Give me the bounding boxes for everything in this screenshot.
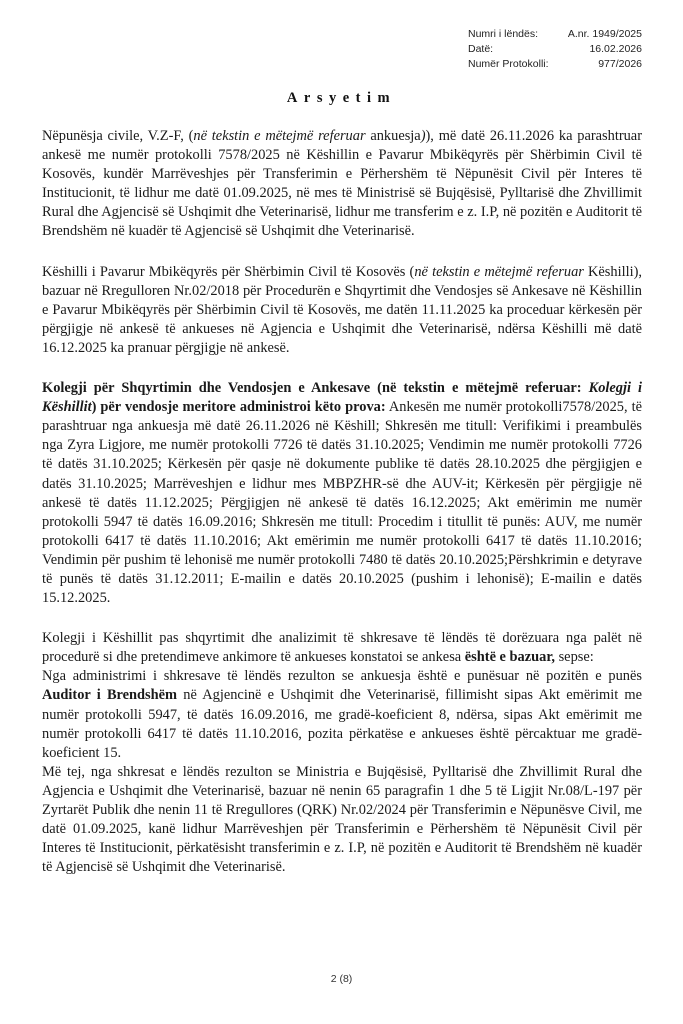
document-header-meta bbox=[468, 27, 642, 72]
case-number-row bbox=[468, 27, 642, 42]
document-title: Arsyetim bbox=[286, 90, 397, 106]
bold-italic-segment: Kolegji i Këshillit bbox=[42, 380, 643, 416]
text-segment: Kolegji i Këshillit pas shqyrtimit dhe analizimit të shkresave të lëndës të dorëzuara nga palët në procedurë si dhe pretendimeve ankimore të ankueses konstatoi se ankesa bbox=[42, 630, 642, 666]
bold-segment: Auditor i Brendshëm bbox=[42, 687, 178, 704]
protocol-value: 977/2026 bbox=[598, 58, 642, 70]
bold-segment: Kolegji për Shqyrtimin dhe Vendosjen e Ankesave (në tekstin e mëtejmë referuar: bbox=[42, 380, 589, 397]
protocol-label: Numër Protokolli: bbox=[468, 58, 549, 70]
spacer bbox=[42, 358, 642, 379]
spacer bbox=[42, 242, 642, 263]
bold-segment: është e bazuar, bbox=[464, 649, 555, 666]
text-segment: në Agjencinë e Ushqimit dhe Veterinarisë, fillimisht sipas Akt emërimit me numër protokolli 5947, të datës 16.09.2016, me gradë-koeficient 8, ndërsa, sipas Akt emërimit me numër protokolli 6417 të datës 11.10.2016, pozita përkatëse e ankueses është përcaktuar me gradë-koeficient 15. bbox=[42, 687, 642, 761]
paragraph-finding bbox=[42, 629, 642, 667]
text-segment: Ankesën me numër protokolli7578/2025, të parashtruar nga ankuesja më datë 26.11.2026 në Këshill; Shkresën me titull: Verifikimi i preambulës nga Zyra Ligjore, me numër protokolli 7726 të datës 31.10.2025; Vendimin me numër protokolli 7726 të datës 31.10.2025; Kërkesën për qasje në dokumente publike të datës 28.10.2025 dhe përgjigjen e datës 31.10.2025; Marrëveshjen e lidhur mes MBPZHR-së dhe AUV-it; Kërkesën për përgjigje në ankesë të datës 11.12.2025; Përgjigjen në ankesë të datës 16.12.2025; Akt emërimin me numër protokolli 5947 të datës 16.09.2016; Shkresën me titull: Procedim i titullit të punës: AUV, me numër protokolli 6417 të datës 11.10.2016; Akt emërimin me numër protokolli 6417 të datës 11.10.2016; Vendimin për pushim të lehonisë me numër protokolli 7480 të datës 20.10.2025;Përshkrimin e detyrave të punës të datës 31.12.2011; E-mailin e datës 20.10.2025 (pushim i lehonisë); E-mailin e datës 15.12.2025. bbox=[42, 399, 642, 607]
paragraph-council-procedure bbox=[42, 263, 642, 358]
text-segment: sepse: bbox=[554, 649, 594, 666]
text-segment: ), më datë 26.11.2026 ka parashtruar ankesë me numër protokolli 7578/2025 në Këshillin e Pavarur Mbikëqyrës për Shërbimin Civil të Kosovës, kundër Marrëveshjes për Transferimin e Përhershëm të Nëpunësit Civil për Interes të Institucionit, të lidhur me datë 01.09.2025, në mes të Ministrisë së Bujqësisë, Pylltarisë dhe Zhvillimit Rural dhe Agjencisë së Ushqimit dhe Veterinarisë, lidhur me transferim e z. I.P, në pozitën e Auditorit të Brendshëm në kuadër të Agjencisë së Ushqimit dhe Veterinarisë. bbox=[42, 128, 642, 240]
italic-segment: në tekstin e mëtejmë referuar bbox=[193, 128, 366, 144]
document-body bbox=[42, 127, 642, 877]
spacer bbox=[42, 608, 642, 629]
protocol-row bbox=[468, 57, 642, 72]
case-number-value: A.nr. 1949/2025 bbox=[567, 28, 642, 40]
case-number-label: Numri i lëndës: bbox=[468, 28, 539, 40]
paragraph-complaint-intro bbox=[42, 127, 642, 242]
date-row bbox=[468, 42, 642, 57]
paragraph-transfer-agreement: Më tej, nga shkresat e lëndës rezulton se Ministria e Bujqësisë, Pylltarisë dhe Zhvillimit Rural dhe Agjencia e Ushqimit dhe Veterinarisë, bazuar në nenin 65 paragrafin 1 dhe 5 të Ligjit Nr.08/L-197 për Zyrtarët Publik dhe nenin 11 të Rregullores (QRK) Nr.02/2024 për Transferimin e Nëpunësve Civil, me datë 01.09.2025, kanë lidhur Marrëveshjen për Transferimin e Përhershëm të Nëpunësit Civil për Interes të Institucionit, përkatësisht transferimin e z. I.P, në pozitën e Auditorit të Brendshëm në kuadër të Agjencisë së Ushqimit dhe Veterinarisë. bbox=[42, 763, 642, 876]
text-segment: Nga administrimi i shkresave të lëndës rezulton se ankuesja është e punësuar në pozitën e punës bbox=[42, 668, 642, 685]
text-segment: ankuesja bbox=[365, 128, 421, 144]
text-segment: Këshilli), bazuar në Rregulloren Nr.02/2018 për Procedurën e Shqyrtimit dhe Vendosjes së Ankesave në Këshillin e Pavarur Mbikëqyrës për Shërbimin Civil të Kosovës, me datën 11.11.2025 ka proceduar kërkesën për përgjigje në ankesë të ankueses në Agjencia e Ushqimit dhe Veterinarisë, ndërsa Këshilli më datë 16.12.2025 ka pranuar përgjigje në ankesë. bbox=[42, 263, 642, 356]
paragraph-employment bbox=[42, 667, 642, 762]
bold-segment: ) për vendosje meritore administroi këto prova: bbox=[91, 399, 386, 416]
paragraph-evidence bbox=[42, 379, 642, 608]
page-number: 2 (8) bbox=[330, 973, 353, 985]
italic-segment: në tekstin e mëtejmë referuar bbox=[414, 263, 584, 280]
date-label: Datë: bbox=[468, 43, 494, 55]
text-segment: Këshilli i Pavarur Mbikëqyrës për Shërbimin Civil të Kosovës ( bbox=[42, 263, 415, 280]
date-value: 16.02.2026 bbox=[589, 43, 642, 55]
italic-paren: ) bbox=[420, 128, 426, 144]
text-segment: Nëpunësja civile, V.Z-F, ( bbox=[42, 128, 194, 144]
